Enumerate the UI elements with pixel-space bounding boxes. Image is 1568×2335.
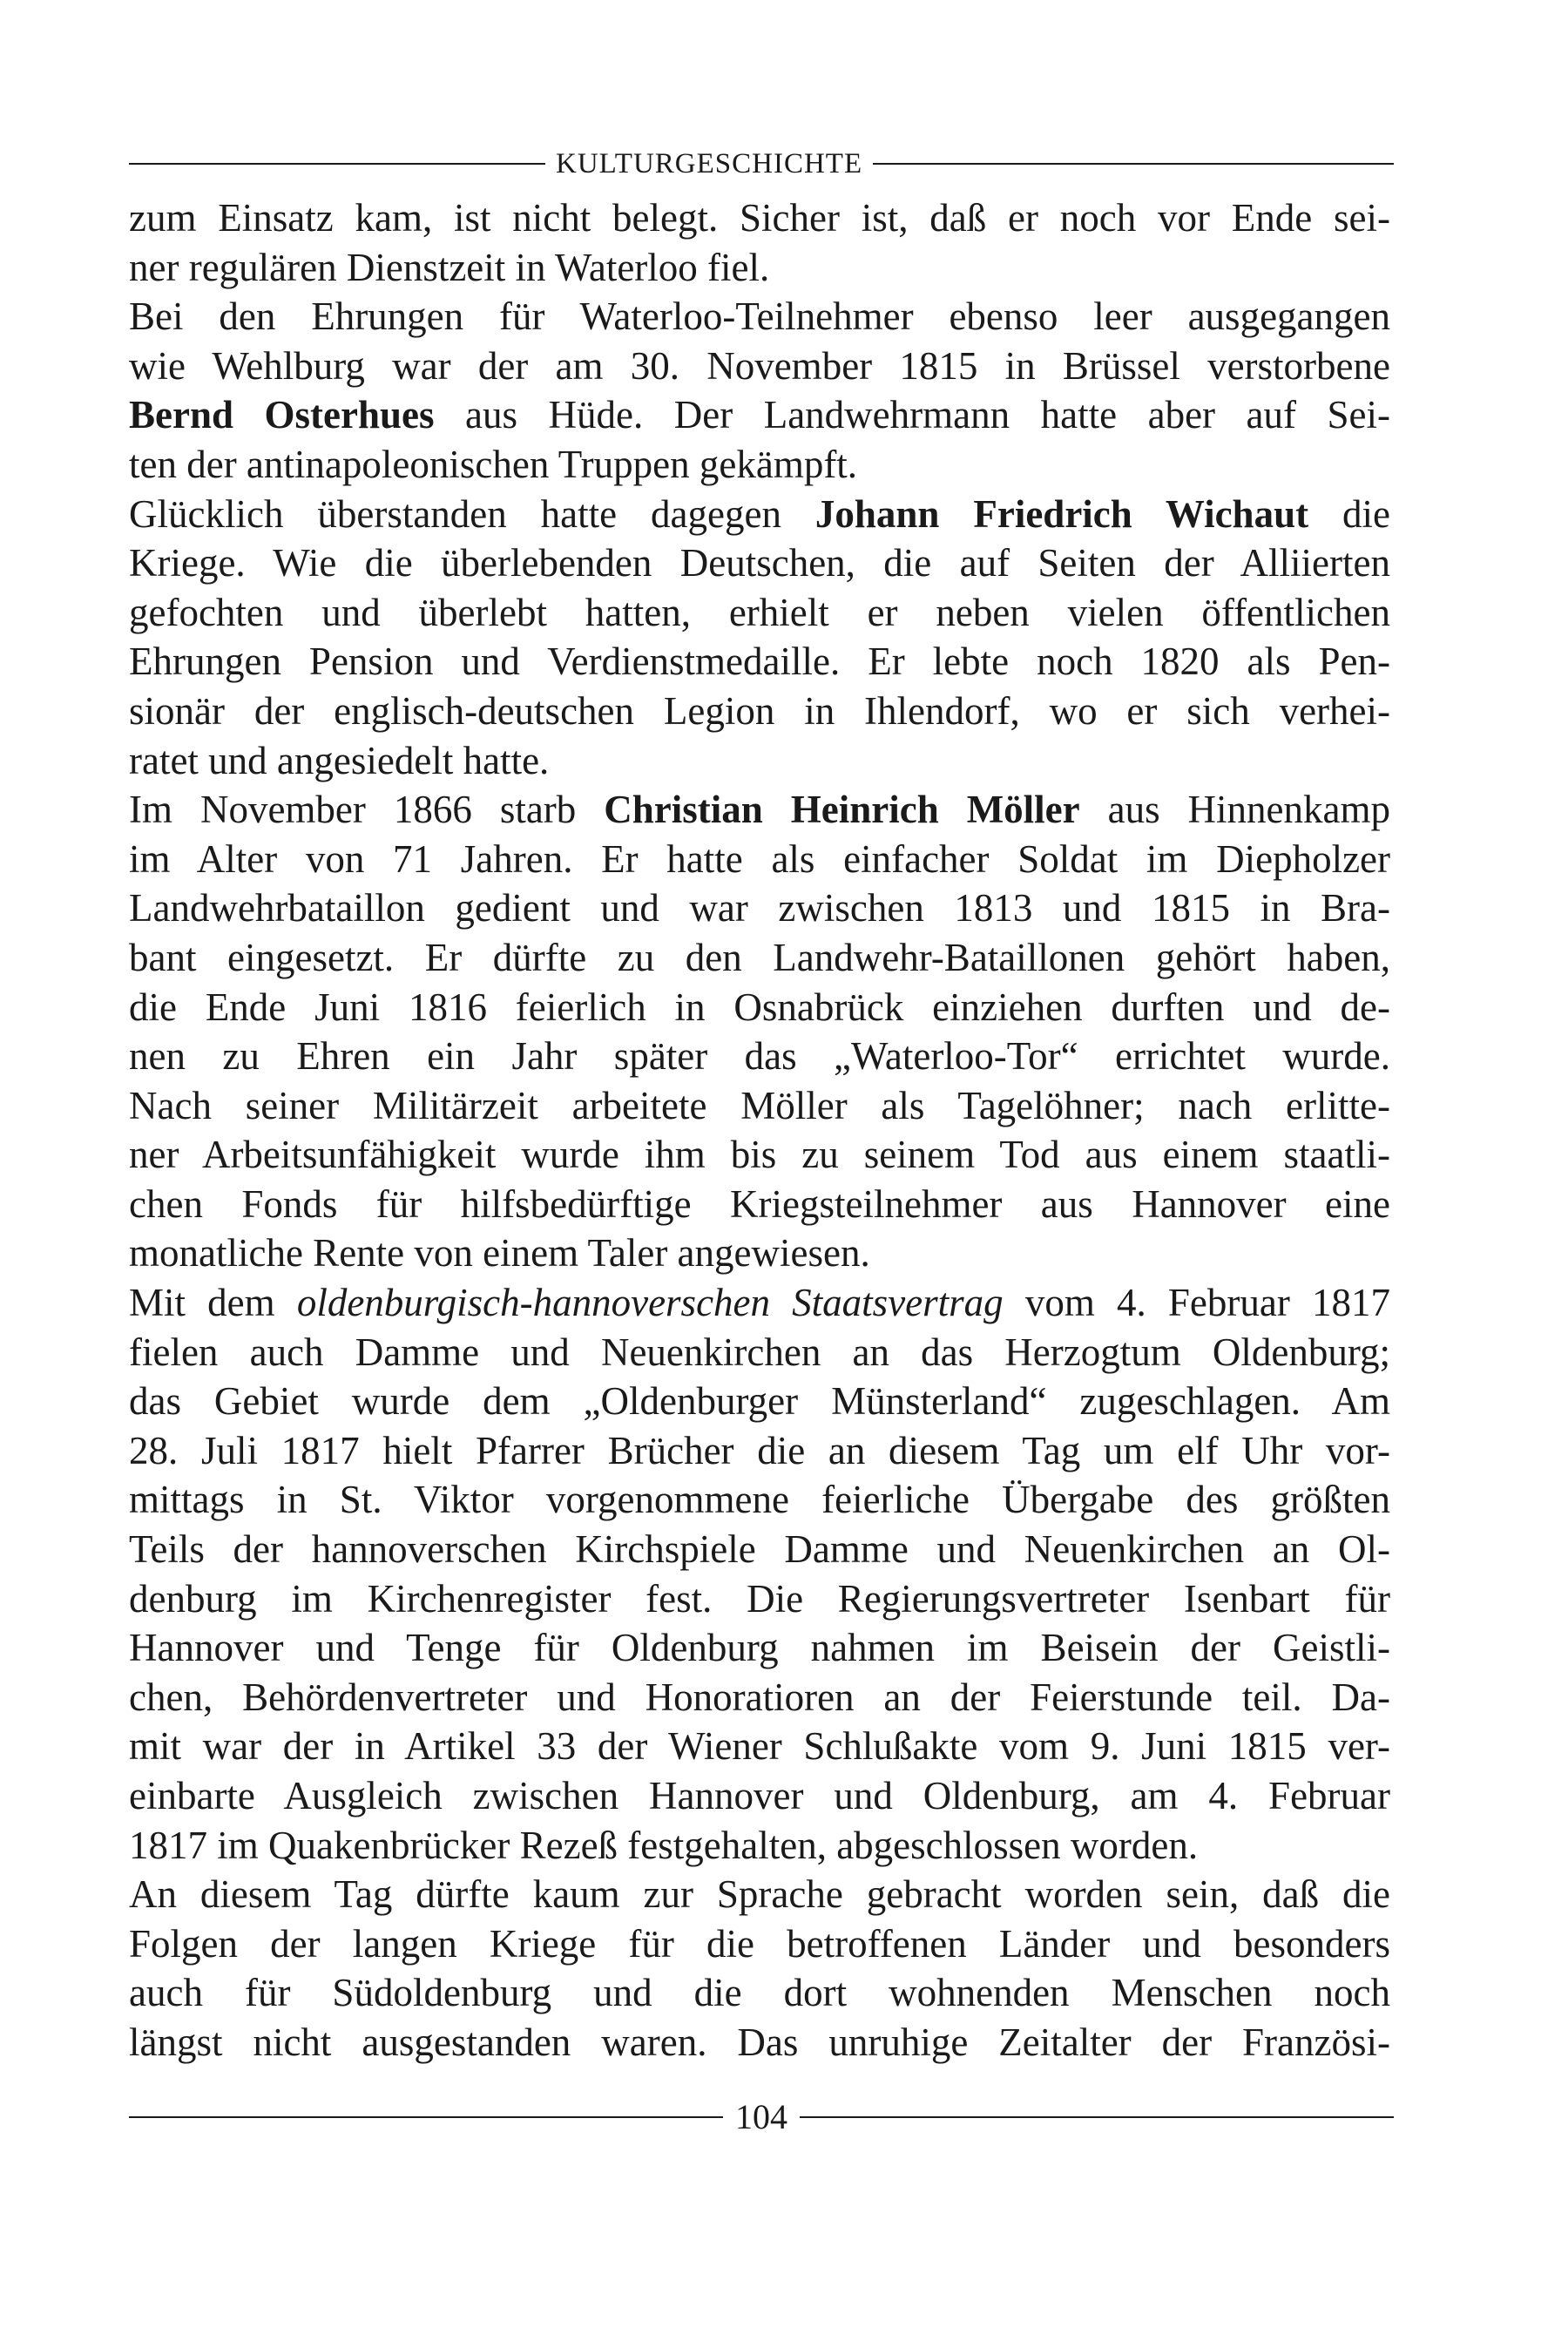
text-run: Folgen der langen Kriege für die betroffenen Länder und besonders xyxy=(129,1921,1390,1966)
text-run: aus Hinnenkamp xyxy=(1079,788,1391,832)
text-run: mittags in St. Viktor vorgenommene feierliche Übergabe des größten xyxy=(129,1478,1390,1522)
text-run: längst nicht ausgestanden waren. Das unruhige Zeitalter der Französi- xyxy=(129,2020,1390,2064)
text-run: Landwehrbataillon gedient und war zwischen 1813 und 1815 in Bra- xyxy=(129,886,1390,931)
text-line xyxy=(129,1771,1390,1821)
text-run: mit war der in Artikel 33 der Wiener Schlußakte vom 9. Juni 1815 ver- xyxy=(129,1724,1390,1769)
text-line xyxy=(129,1821,1390,1871)
text-line xyxy=(129,588,1390,638)
text-line xyxy=(129,637,1390,687)
text-line xyxy=(129,193,1390,243)
text-line xyxy=(129,933,1390,983)
bold-name: Johann Friedrich Wichaut xyxy=(814,491,1309,536)
text-run: gefochten und überlebt hatten, erhielt er neben vielen öffentlichen xyxy=(129,590,1390,634)
text-run: Hannover und Tenge für Oldenburg nahmen im Beisein der Geistli- xyxy=(129,1626,1390,1670)
text-line xyxy=(129,1968,1390,2018)
text-run: zum Einsatz kam, ist nicht belegt. Sicher ist, daß er noch vor Ende sei- xyxy=(129,196,1390,240)
text-line xyxy=(129,1377,1390,1426)
text-run: Bei den Ehrungen für Waterloo-Teilnehmer ebenso leer ausgegangen xyxy=(129,294,1390,339)
text-run: Teils der hannoverschen Kirchspiele Damme und Neuenkirchen an Ol- xyxy=(129,1527,1390,1572)
text-line xyxy=(129,2018,1390,2068)
text-line xyxy=(129,1130,1390,1180)
text-line xyxy=(129,785,1390,835)
text-line xyxy=(129,1328,1390,1377)
text-run: monatliche Rente von einem Taler angewiesen. xyxy=(129,1231,870,1276)
text-line xyxy=(129,883,1390,933)
text-run: bant eingesetzt. Er dürfte zu den Landwehr-Bataillonen gehört haben, xyxy=(129,935,1390,979)
text-run: ner Arbeitsunfähigkeit wurde ihm bis zu seinem Tod aus einem staatli- xyxy=(129,1133,1390,1177)
running-head-rule-right xyxy=(873,163,1394,165)
text-run: Im November 1866 starb xyxy=(129,788,605,832)
text-run: Glücklich überstanden hatte dagegen xyxy=(129,491,815,536)
text-line xyxy=(129,1032,1390,1081)
footer-rule-left xyxy=(129,2116,723,2118)
footer-rule-right xyxy=(800,2116,1394,2118)
italic-title: oldenburgisch-hannoverschen Staatsvertrag xyxy=(296,1281,1004,1325)
text-line xyxy=(129,440,1390,490)
text-run: Ehrungen Pension und Verdienstmedaille. Er lebte noch 1820 als Pen- xyxy=(129,640,1390,684)
text-run: im Alter von 71 Jahren. Er hatte als einfacher Soldat im Diepholzer xyxy=(129,836,1390,881)
body-text xyxy=(129,193,1390,2068)
text-run: das Gebiet wurde dem „Oldenburger Münsterland“ zugeschlagen. Am xyxy=(129,1379,1390,1424)
text-run: Kriege. Wie die überlebenden Deutschen, die auf Seiten der Alliierten xyxy=(129,541,1390,585)
text-line xyxy=(129,1426,1390,1476)
text-line xyxy=(129,342,1390,391)
text-line xyxy=(129,1278,1390,1328)
text-line xyxy=(129,292,1390,342)
text-line xyxy=(129,1919,1390,1969)
text-run: 1817 im Quakenbrücker Rezeß festgehalten, abgeschlossen worden. xyxy=(129,1823,1199,1867)
text-run: chen, Behördenvertreter und Honoratioren an der Feierstunde teil. Da- xyxy=(129,1675,1390,1719)
text-line xyxy=(129,1722,1390,1771)
text-line xyxy=(129,1870,1390,1919)
text-run: die Ende Juni 1816 feierlich in Osnabrück einziehen durften und de- xyxy=(129,985,1390,1029)
text-run: Nach seiner Militärzeit arbeitete Möller als Tagelöhner; nach erlitte- xyxy=(129,1083,1390,1127)
text-run: wie Wehlburg war der am 30. November 1815 in Brüssel verstorbene xyxy=(129,343,1390,388)
text-line xyxy=(129,390,1390,440)
text-run: 28. Juli 1817 hielt Pfarrer Brücher die an diesem Tag um elf Uhr vor- xyxy=(129,1428,1390,1472)
text-line xyxy=(129,983,1390,1032)
running-head-rule-left xyxy=(129,163,545,165)
bold-name: Bernd Osterhues xyxy=(129,393,435,437)
page-number: 104 xyxy=(735,2097,787,2136)
text-line xyxy=(129,1475,1390,1525)
text-line xyxy=(129,490,1390,539)
text-run: nen zu Ehren ein Jahr später das „Waterloo-Tor“ errichtet wurde. xyxy=(129,1034,1390,1079)
text-line xyxy=(129,1081,1390,1131)
text-line xyxy=(129,687,1390,736)
running-head-title: KULTURGESCHICHTE xyxy=(556,148,863,179)
text-line xyxy=(129,1574,1390,1624)
text-run: denburg im Kirchenregister fest. Die Regierungsvertreter Isenbart für xyxy=(129,1576,1390,1621)
text-line xyxy=(129,243,1390,293)
text-line xyxy=(129,736,1390,786)
text-run: sionär der englisch-deutschen Legion in Ihlendorf, wo er sich verhei- xyxy=(129,688,1390,733)
text-run: auch für Südoldenburg und die dort wohnenden Menschen noch xyxy=(129,1971,1390,2015)
text-run: fielen auch Damme und Neuenkirchen an das Herzogtum Oldenburg; xyxy=(129,1330,1390,1374)
text-line xyxy=(129,1180,1390,1229)
running-head xyxy=(129,146,1394,181)
text-line xyxy=(129,1228,1390,1278)
text-run: einbarte Ausgleich zwischen Hannover und Oldenburg, am 4. Februar xyxy=(129,1774,1390,1817)
text-line xyxy=(129,1525,1390,1574)
text-run: ner regulären Dienstzeit in Waterloo fiel. xyxy=(129,245,770,289)
text-line xyxy=(129,538,1390,588)
text-run: ratet und angesiedelt hatte. xyxy=(129,738,550,782)
text-run: ten der antinapoleonischen Truppen gekämpft. xyxy=(129,442,858,486)
text-line xyxy=(129,1623,1390,1673)
text-run: die xyxy=(1308,491,1390,536)
text-run: aus Hüde. Der Landwehrmann hatte aber auf Sei- xyxy=(434,393,1390,437)
text-line xyxy=(129,1673,1390,1722)
text-run: chen Fonds für hilfsbedürftige Kriegsteilnehmer aus Hannover eine xyxy=(129,1181,1390,1226)
text-run: An diesem Tag dürfte kaum zur Sprache gebracht worden sein, daß die xyxy=(129,1872,1390,1917)
text-line xyxy=(129,835,1390,884)
text-run: Mit dem xyxy=(129,1281,297,1325)
bold-name: Christian Heinrich Möller xyxy=(604,788,1080,832)
text-run: vom 4. Februar 1817 xyxy=(1003,1281,1390,1325)
page-footer xyxy=(129,2096,1394,2138)
